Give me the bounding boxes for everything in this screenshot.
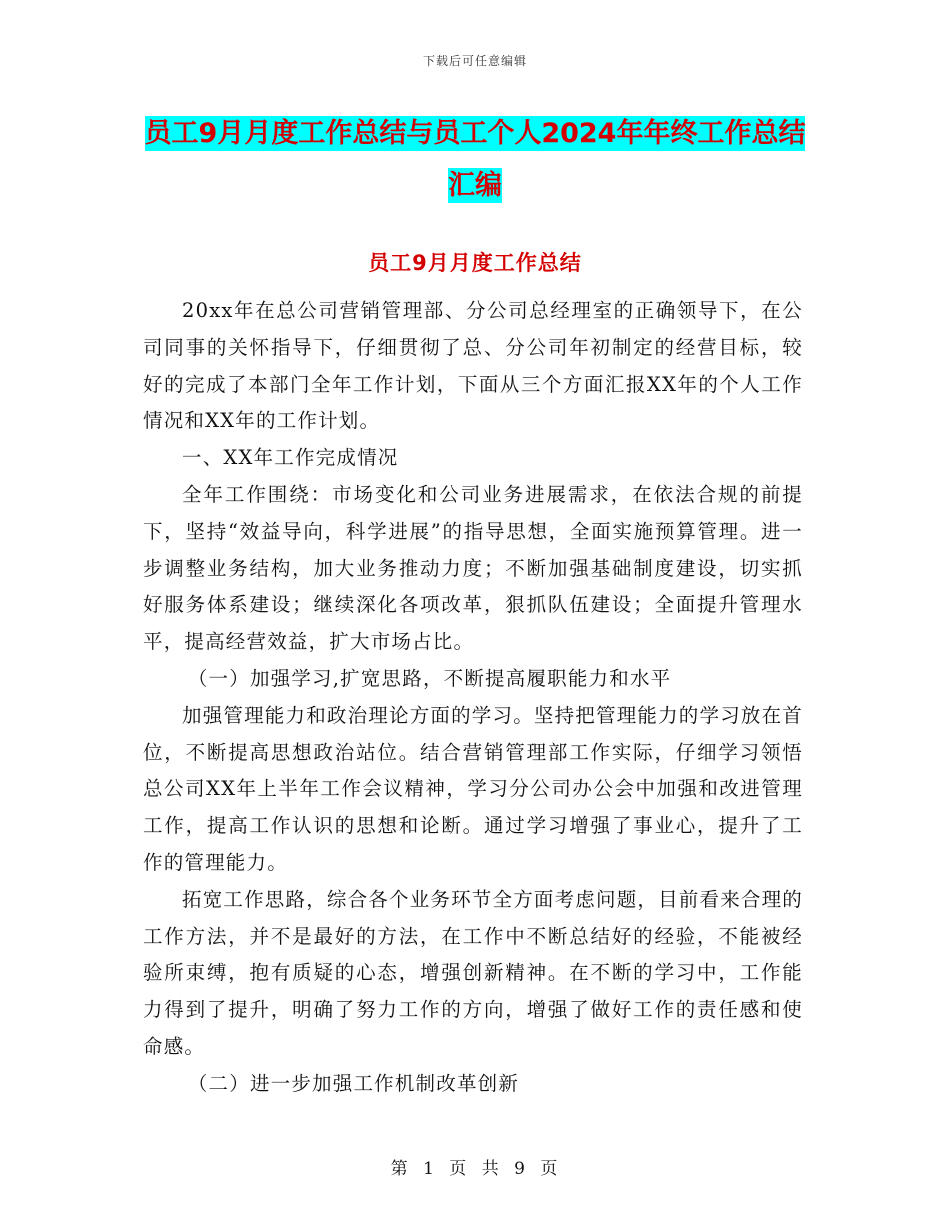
paragraph-overview: 全年工作围绕：市场变化和公司业务进展需求，在依法合规的前提下，坚持“效益导向，科学进展”的指导思想，全面实施预算管理。进一步调整业务结构，加大业务推动力度；不断加强基础制度建设，切实抓好服务体系建设；继续深化各项改革，狠抓队伍建设；全面提升管理水平，提高经营效益，扩大市场占比。 [143,482,803,654]
paragraph-thinking: 拓宽工作思路，综合各个业务环节全方面考虑问题，目前看来合理的工作方法，并不是最好的方法，在工作中不断总结好的经验，不能被经验所束缚，抱有质疑的心态，增强创新精神。在不断的学习中，工作能力得到了提升，明确了努力工作的方向，增强了做好工作的责任感和使命感。 [143,887,804,1058]
subheading-learning: （一）加强学习,扩宽思路，不断提高履职能力和水平 [187,666,672,690]
paragraph-learning: 加强管理能力和政治理论方面的学习。坚持把管理能力的学习放在首位，不断提高思想政治站位。结合营销管理部工作实际，仔细学习领悟总公司XX年上半年工作会议精神，学习分公司办公会中加强和改进管理工作，提高工作认识的思想和论断。通过学习增强了事业心，提升了工作的管理能力。 [143,703,804,874]
document-title-text: 员工9月月度工作总结与员工个人2024年年终工作总结汇编 [144,118,806,201]
section-title: 员工9月月度工作总结 [368,251,582,275]
document-body [143,293,803,1103]
subheading-reform: （二）进一步加强工作机制改革创新 [187,1071,520,1095]
page-number: 第 1 页 共 9 页 [390,1159,560,1179]
page-header-note: 下载后可任意编辑 [422,54,527,68]
paragraph-intro: 20xx年在总公司营销管理部、分公司总经理室的正确领导下，在公司同事的关怀指导下，仔细贯彻了总、分公司年初制定的经营目标，较好的完成了本部门全年工作计划，下面从三个方面汇报XX年的个人工作情况和XX年的工作计划。 [143,299,803,433]
document-title [140,108,810,212]
heading-work-completion: 一、XX年工作完成情况 [182,446,399,470]
